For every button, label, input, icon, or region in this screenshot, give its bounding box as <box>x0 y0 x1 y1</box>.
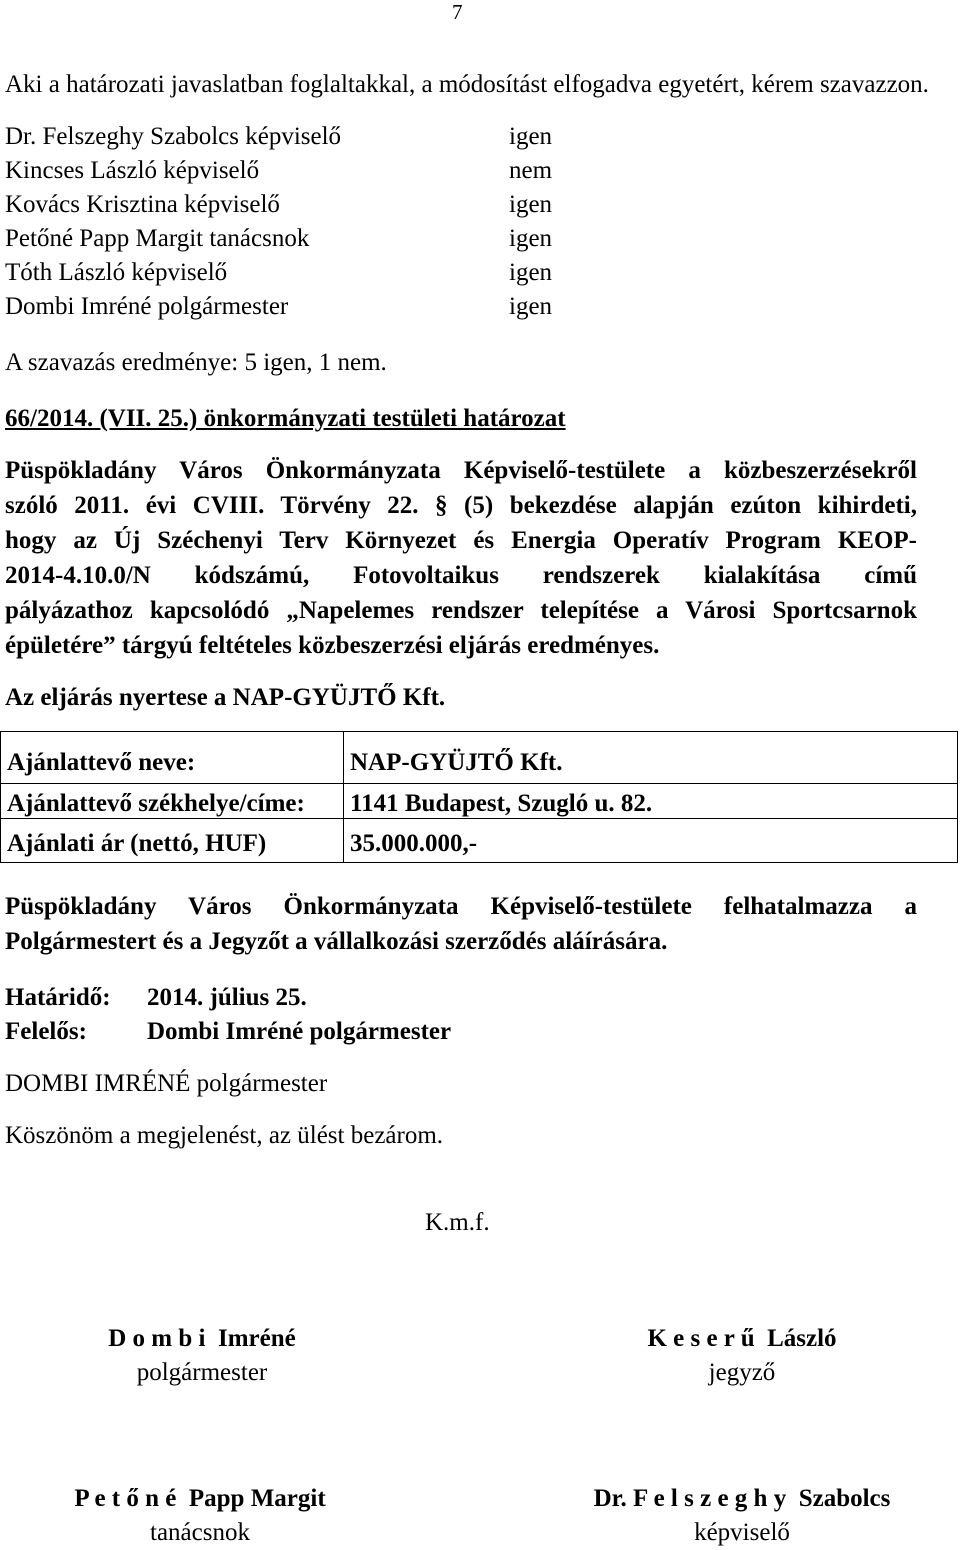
intro-text: Aki a határozati javaslatban foglaltakkal, a módosítást elfogadva egyetért, kérem szavazzon. <box>5 71 929 98</box>
authorization-line: Polgármestert és a Jegyzőt a vállalkozási szerződés aláírására. <box>5 928 668 955</box>
deadline-value: 2014. július 25. <box>147 984 307 1011</box>
vote-value: igen <box>509 259 553 286</box>
signatory-role: jegyző <box>708 1359 776 1386</box>
responsible-value: Dombi Imréné polgármester <box>147 1018 452 1045</box>
signatory-role: képviselő <box>694 1519 790 1546</box>
resolution-line: szóló 2011. évi CVIII. Törvény 22. § (5) bekezdése alapján ezúton kihirdeti, <box>5 492 917 519</box>
offer-label: Ajánlati ár (nettó, HUF) <box>1 819 344 863</box>
table-row <box>1 732 958 784</box>
offer-label: Ajánlattevő székhelye/címe: <box>1 784 344 819</box>
vote-value: igen <box>509 191 553 218</box>
signature-block <box>20 1482 380 1550</box>
resolution-title: 66/2014. (VII. 25.) önkormányzati testületi határozat <box>5 405 566 432</box>
winner-text: Az eljárás nyertese a NAP-GYÜJTŐ Kft. <box>5 684 446 711</box>
signatory-role: polgármester <box>136 1359 268 1386</box>
voter-name: Tóth László képviselő <box>5 259 228 286</box>
voter-name: Kincses László képviselő <box>5 157 260 184</box>
deadline-label: Határidő: <box>5 984 111 1011</box>
voter-name: Kovács Krisztina képviselő <box>5 191 280 218</box>
responsible-label: Felelős: <box>5 1018 87 1045</box>
resolution-line: Püspökladány Város Önkormányzata Képviselő-testülete a közbeszerzésekről <box>5 457 917 484</box>
vote-result: A szavazás eredménye: 5 igen, 1 nem. <box>5 349 387 376</box>
closing-text: Köszönöm a megjelenést, az ülést bezárom. <box>5 1122 444 1149</box>
speaker: DOMBI IMRÉNÉ polgármester <box>5 1070 328 1097</box>
offer-value: NAP-GYÜJTŐ Kft. <box>344 732 958 784</box>
voter-name: Dombi Imréné polgármester <box>5 293 289 320</box>
signatory-name: K e s e r ű László <box>647 1325 837 1352</box>
signatory-name: Dr. F e l s z e g h y Szabolcs <box>593 1485 891 1512</box>
resolution-line: hogy az Új Széchenyi Terv Környezet és Energia Operatív Program KEOP- <box>5 527 917 554</box>
vote-value: igen <box>509 293 553 320</box>
signatory-role: tanácsnok <box>150 1519 250 1546</box>
offer-value: 1141 Budapest, Szugló u. 82. <box>344 784 958 819</box>
resolution-line: épületére” tárgyú feltételes közbeszerzési eljárás eredményes. <box>5 632 660 659</box>
signature-block <box>562 1322 922 1390</box>
vote-value: igen <box>509 225 553 252</box>
table-row <box>1 819 958 863</box>
voter-name: Petőné Papp Margit tanácsnok <box>5 225 310 252</box>
offer-label: Ajánlattevő neve: <box>1 732 344 784</box>
resolution-line: pályázathoz kapcsolódó „Napelemes rendszer telepítése a Városi Sportcsarnok <box>5 597 917 624</box>
page-number: 7 <box>452 0 463 24</box>
vote-value: nem <box>509 157 553 184</box>
offer-table <box>0 731 958 863</box>
resolution-line: 2014-4.10.0/N kódszámú, Fotovoltaikus rendszerek kialakítása című <box>5 562 917 589</box>
authorization-line: Püspökladány Város Önkormányzata Képviselő-testülete felhatalmazza a <box>5 893 917 920</box>
vote-value: igen <box>509 123 553 150</box>
signatory-name: D o m b i Imréné <box>108 1325 296 1352</box>
kmf-text: K.m.f. <box>425 1209 490 1236</box>
offer-value: 35.000.000,- <box>344 819 958 863</box>
signature-block <box>22 1322 382 1390</box>
table-row <box>1 784 958 819</box>
signatory-name: P e t ő n é Papp Margit <box>74 1485 326 1512</box>
voter-name: Dr. Felszeghy Szabolcs képviselő <box>5 123 342 150</box>
signature-block <box>562 1482 922 1550</box>
